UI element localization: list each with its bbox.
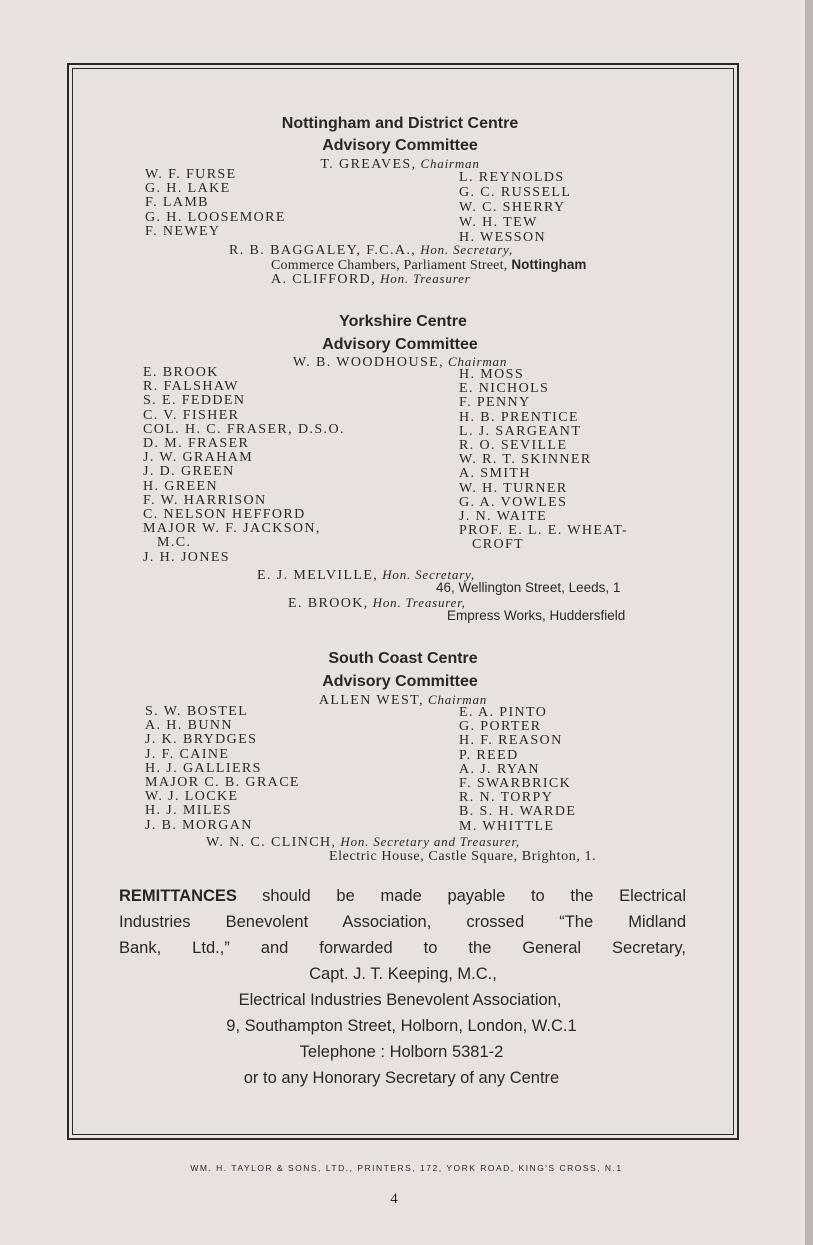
member: L. REYNOLDS (459, 170, 565, 185)
member: D. M. FRASER (143, 436, 250, 452)
member: H. F. REASON (459, 733, 563, 749)
member: G. H. LOOSEMORE (145, 209, 286, 225)
member: J. D. GREEN (143, 464, 235, 480)
member: R. FALSHAW (143, 379, 239, 395)
nottingham-chairman (0, 155, 800, 173)
treasurer-name: A. CLIFFORD, (271, 272, 377, 287)
member: J. H. JONES (143, 549, 230, 565)
member: A. SMITH (459, 466, 531, 482)
secretary-role: Hon. Secretary and Treasurer, (340, 834, 520, 849)
member: COL. H. C. FRASER, D.S.O. (143, 421, 345, 437)
secretary-name: R. B. BAGGALEY, F.C.A., (229, 243, 417, 258)
treasurer-role: Hon. Treasurer (380, 271, 471, 286)
remittances-line-4: Capt. J. T. Keeping, M.C., (309, 965, 497, 983)
chairman-role: Chairman (448, 354, 508, 369)
member: E. A. PINTO (459, 705, 548, 720)
member: F. W. HARRISON (143, 492, 267, 508)
nottingham-left-list (145, 168, 286, 239)
member: E. BROOK (143, 365, 219, 380)
remittances-line-1 (119, 887, 686, 906)
south-subtitle: Advisory Committee (322, 673, 478, 690)
member: J. F. CAINE (145, 746, 230, 762)
member: H. B. PRENTICE (459, 409, 579, 425)
secretary-role: Hon. Secretary, (420, 242, 513, 257)
printer-imprint: WM. H. TAYLOR & SONS, LTD., PRINTERS, 172, YORK ROAD, KING'S CROSS, N.1 (190, 1163, 623, 1173)
member: W. F. FURSE (145, 167, 237, 182)
member: H. MOSS (459, 367, 525, 382)
south-right-list (459, 706, 576, 834)
remittances-text: should be made payable to the Electrical (262, 887, 687, 905)
secretary-name: E. J. MELVILLE, (257, 568, 379, 583)
member: CROFT (472, 537, 525, 553)
chairman-name: W. B. WOODHOUSE, (292, 355, 444, 370)
member: J. K. BRYDGES (145, 732, 258, 748)
secretary-role: Hon. Secretary, (382, 567, 475, 582)
remittances-lead: REMITTANCES (119, 887, 237, 905)
chairman-role: Chairman (420, 156, 480, 171)
nottingham-treasurer (271, 270, 471, 288)
remittances-line-8: or to any Honorary Secretary of any Centre (243, 1069, 560, 1087)
yorkshire-treasurer (288, 594, 466, 612)
remittances-line-2: Industries Benevolent Association, crossed “The Midland (119, 913, 686, 931)
south-chairman (0, 691, 806, 709)
member: A. H. BUNN (145, 718, 233, 734)
yorkshire-treasurer-address: Empress Works, Huddersfield (447, 608, 626, 623)
treasurer-name: E. BROOK, (288, 596, 369, 611)
member: G. PORTER (459, 719, 542, 735)
remittances-line-5: Electrical Industries Benevolent Association, (238, 991, 562, 1009)
chairman-name: ALLEN WEST, (318, 693, 424, 708)
member: F. NEWEY (145, 223, 221, 239)
member: S. W. BOSTEL (145, 704, 249, 719)
member: R. N. TORPY (459, 790, 554, 806)
member: MAJOR C. B. GRACE (145, 775, 300, 791)
remittances-line-3: Bank, Ltd.,” and forwarded to the General Secretary, (119, 939, 686, 957)
treasurer-role: Hon. Treasurer, (372, 595, 466, 610)
member: F. LAMB (145, 195, 209, 211)
member: B. S. H. WARDE (459, 804, 577, 820)
yorkshire-title: Yorkshire Centre (339, 313, 467, 330)
member: W. H. TURNER (459, 480, 568, 496)
nottingham-title: Nottingham and District Centre (281, 115, 519, 132)
remittances-line-6: 9, Southampton Street, Holborn, London, W.C.1 (226, 1017, 577, 1035)
remittances-line-7: Telephone : Holborn 5381-2 (299, 1043, 504, 1061)
south-left-list (145, 705, 300, 833)
yorkshire-secretary-address: 46, Wellington Street, Leeds, 1 (436, 580, 621, 595)
member: W. R. T. SKINNER (459, 452, 592, 468)
member: E. NICHOLS (459, 381, 550, 397)
member: H. GREEN (143, 478, 218, 494)
member: S. E. FEDDEN (143, 393, 246, 409)
south-title: South Coast Centre (328, 650, 478, 667)
member: H. WESSON (459, 230, 547, 245)
member: F. PENNY (459, 395, 531, 411)
member: A. J. RYAN (459, 761, 540, 777)
member: W. H. TEW (459, 215, 538, 230)
chairman-role: Chairman (427, 692, 488, 707)
member: C. NELSON HEFFORD (143, 507, 306, 523)
nottingham-subtitle: Advisory Committee (322, 137, 478, 154)
member: F. SWARBRICK (459, 776, 572, 792)
member: R. O. SEVILLE (459, 438, 568, 454)
address-line: Commerce Chambers, Parliament Street, (271, 258, 508, 273)
member: H. J. GALLIERS (145, 760, 262, 776)
south-secretary-address (329, 847, 596, 865)
member: J. N. WAITE (459, 509, 548, 525)
member: PROF. E. L. E. WHEAT- (459, 523, 629, 539)
page-number: 4 (390, 1191, 398, 1207)
member: M. WHITTLE (459, 818, 555, 834)
member: H. J. MILES (145, 803, 232, 819)
nottingham-right-list (459, 170, 571, 245)
address-line: Electric House, Castle Square, Brighton, 1. (329, 849, 597, 864)
yorkshire-right-list (459, 368, 628, 553)
yorkshire-left-list (143, 366, 345, 565)
member: M.C. (157, 535, 192, 551)
member: P. REED (459, 747, 519, 763)
address-city: Nottingham (511, 257, 587, 272)
yorkshire-chairman (0, 353, 800, 371)
member: G. C. RUSSELL (459, 185, 572, 200)
member: W. J. LOCKE (145, 789, 239, 805)
member: C. V. FISHER (143, 407, 240, 423)
member: J. B. MORGAN (145, 817, 253, 833)
chairman-name: T. GREAVES, (320, 157, 417, 172)
secretary-name: W. N. C. CLINCH, (206, 835, 337, 850)
member: MAJOR W. F. JACKSON, (143, 521, 321, 537)
yorkshire-subtitle: Advisory Committee (322, 336, 478, 353)
member: G. A. VOWLES (459, 494, 568, 510)
member: L. J. SARGEANT (459, 423, 582, 439)
member: W. C. SHERRY (459, 200, 566, 215)
member: J. W. GRAHAM (143, 450, 254, 466)
member: G. H. LAKE (145, 181, 231, 197)
